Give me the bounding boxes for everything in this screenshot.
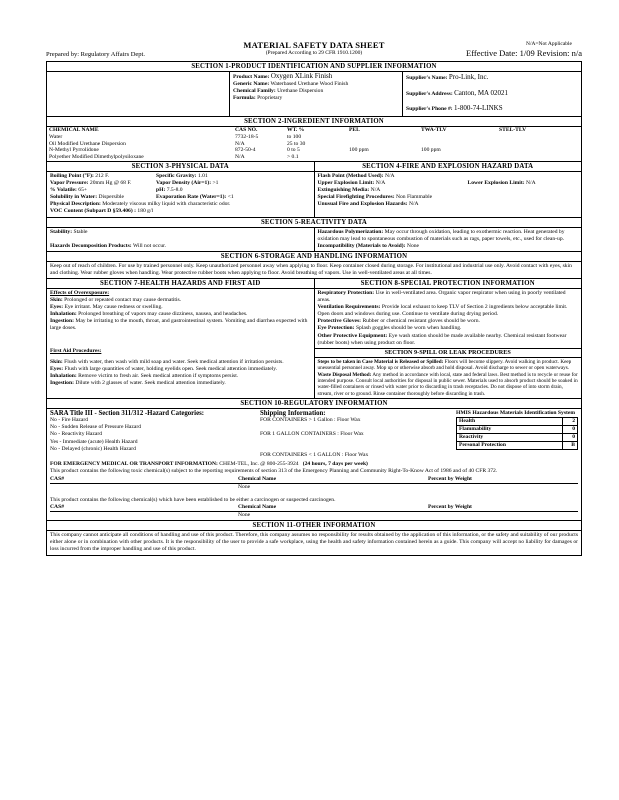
- section-5-title: SECTION 5-REACTIVITY DATA: [47, 218, 581, 228]
- vapor-density: >1: [212, 180, 219, 187]
- section-10-title: SECTION 10-REGULATORY INFORMATION: [47, 399, 581, 409]
- vapor-pressure: 20mm Hg @ 68 F.: [89, 180, 132, 187]
- table-row: N-Methyl Pyrrolidone 872-50-4 0 to 5 100 ppm 100 ppm: [49, 147, 441, 154]
- decomposition-products: Will not occur.: [132, 242, 167, 249]
- supplier-info: Supplier's Name: Pro-Link, Inc. Supplier's Address: Canton, MA 02021 Supplier's Phone #: 1-800-74-LINKS: [402, 72, 581, 116]
- table-row: Personal Protection B: [457, 442, 578, 450]
- first-aid-title: First Aid Procedures:: [50, 347, 102, 354]
- section-7-title: SECTION 7-HEALTH HAZARDS AND FIRST AID: [47, 279, 314, 289]
- ph-value: 7.5-8.0: [166, 187, 183, 194]
- formula: Proprietary: [257, 95, 283, 102]
- ingredient-table: [47, 127, 581, 161]
- section-4-title: SECTION 4-FIRE AND EXPLOSION HAZARD DATA: [315, 162, 582, 172]
- carcinogen-statement: This product contains the following chemical(s) which have been established to be either a carcinogen or suspected carcinogen.: [50, 496, 336, 503]
- overexposure-title: Effects of Overexposure:: [50, 290, 110, 297]
- percent-volatile: 65+: [78, 187, 88, 194]
- section-5: SECTION 5-REACTIVITY DATA Stability: Stable Hazards Decomposition Products: Will not occur. Hazardous Polymerization: May occur through oxidation, leading to exothermic reaction. Heat generated by oxidation may lead to spontaneous combustion of materials such as rags, paper towels, etc., used for clean-up. Incompatibility (Materials to Avoid): None: [46, 217, 582, 252]
- section-2: [46, 116, 582, 162]
- product-name: Oxygen XLink Finish: [270, 72, 333, 80]
- section-10: SECTION 10-REGULATORY INFORMATION SARA Title III - Section 311/312 -Hazard Categories: No - Fire Hazard No - Sudden Release of Pressure Hazard No - Reactivity Hazard Yes - Immediate (acute) Health Hazard No - Delayed (chronic) Health Hazard Shipping Information: FOR CONTAINERS > 1 Gallon : Floor Wax FOR 1 GALLON CONTAINERS : Floor Wax FOR CONTAINERS < 1 GALLON : Floor Wax HMIS Hazardous Materials Identification System Health 2 Flammability 0 Reactivity 0 Personal Protection B FOR EMERGENCY MEDICAL OR TRANSPORT INFORMATION: CHEM-TEL, Inc. @ 800-255-3924 (24 hours, 7 days per week) This product contains the following toxic chemical(s) subject to the reporting requirements of section 313 of the Emergency Planning and Community Right-To-Know Act of 1986 and of 40 CFR 372. CAS# Chemical Name Percent by Weight None This product contains the following chemical(s) which have been established to be either a carcinogen or suspected carcinogen. CAS# Chemical Name Percent by Weight None: [46, 398, 582, 521]
- effective-date: Effective Date: 1/09 Revision: n/a: [466, 48, 582, 58]
- section-1: [46, 61, 582, 117]
- hmis-table: [456, 417, 578, 450]
- physical-description: Moderately viscous milky liquid with characteristic odor.: [102, 201, 231, 208]
- boiling-point: 212 F.: [95, 172, 110, 179]
- reporting-statement: This product contains the following toxic chemical(s) subject to the reporting requirements of section 313 of the Emergency Planning and Community Right-To-Know Act of 1986 and of 40 CFR 372.: [50, 467, 498, 474]
- emergency-label: FOR EMERGENCY MEDICAL OR TRANSPORT INFORMATION:: [50, 460, 218, 467]
- section-1-title: SECTION 1-PRODUCT IDENTIFICATION AND SUPPLIER INFORMATION: [47, 62, 581, 72]
- chemical-family: Urethane Dispersion: [277, 88, 324, 95]
- emergency-hours: (24 hours, 7 days per week): [302, 460, 368, 467]
- supplier-phone: 1-800-74-LINKS: [454, 104, 503, 113]
- section-3-4: [46, 161, 582, 218]
- table-row: Water 7732-18-5 to 100: [49, 133, 302, 140]
- shipping-title: Shipping Information:: [260, 410, 326, 418]
- document-header: [46, 40, 582, 62]
- msds-page: [46, 40, 582, 556]
- table-row: Flammability 0: [457, 426, 578, 434]
- other-information-text: This company cannot anticipate all conditions of handling and use of this product. Therefore, this company assumes no responsibility for results obtained by the application of this information, or the safety and suitability of our products either alone or in combination with other products. It is the responsibility of the user to provide a safe workplace, using the health and safety information contained herein as a guide. This company will accept no liability for damages or loss incurred from the improper handling and use of this product.: [50, 532, 578, 553]
- ingredient-header-row: CHEMICAL NAME CAS NO. WT. % PEL TWA-TLV STEL-TLV: [49, 127, 527, 133]
- table-row: Health 2: [457, 418, 578, 426]
- incompatibility: None: [406, 242, 420, 249]
- section-8-9: SECTION 8-SPECIAL PROTECTION INFORMATION Respiratory Protection: Use in well-ventilated area. Organic vapor respirator when using in poorly ventilated areas. Ventilation Requirements: Provide local exhaust to keep TLV of Section 2 ingredients below acceptable limit. Open doors and windows during use. Continue to ventilate during drying period. Protective Gloves: Rubber or chemical resistant gloves should be worn. Eye Protection: Splash goggles should be worn when handling. Other Protective Equipment: Eye wash station should be made available nearby. Chemical resistant footwear (rubber boots) when using product on floor. SECTION 9-SPILL OR LEAK PROCEDURES Steps to be taken in Case Material is Released or Spilled: Floors will become slippery. Avoid walking in product. Keep unessential personnel away. Mop up or otherwise absorb and hold disposal. Avoid discharge to sewer or open waterways. Waste Disposal Method: Any method in accordance with local, state and federal laws. Best method is to recycle or reuse for intended purpose. Consult local authorities for disposal in public sewer. Materials used to absorb product should be soaked in water-filled containers or rinsed with water prior to discarding in trash receptacles. Do not dispose of into storm drain, stream, river or to ground. Rinse container thoroughly before discarding in trash.: [314, 279, 582, 398]
- section-11-title: SECTION 11-OTHER INFORMATION: [47, 521, 581, 531]
- sara-title: SARA Title III - Section 311/312 -Hazard Categories:: [50, 410, 204, 418]
- section-6: [46, 251, 582, 279]
- emergency-contact: CHEM-TEL, Inc. @ 800-255-3924: [219, 460, 299, 467]
- storage-handling-text: Keep out of reach of children. For use by trained personnel only. Keep unauthorized personnel away when applying to floor. Keep container closed during storage. For institutional and industrial use only. Avoid contact with eyes, skin and clothing. Wear rubber gloves when handling. Wear protective rubber boots when applying to floor. Avoid breathing of vapors. Use in well-ventilated areas at all times.: [50, 262, 572, 276]
- specific-gravity: 1.01: [197, 172, 208, 179]
- prepared-by: Prepared by: Regulatory Affairs Dept.: [46, 51, 145, 58]
- supplier-name: Pro-Link, Inc.: [448, 73, 489, 81]
- upper-explosion-limit: N/A: [375, 180, 386, 187]
- extinguishing-media: N/A: [370, 187, 381, 194]
- section-4: SECTION 4-FIRE AND EXPLOSION HAZARD DATA Flash Point (Method Used): N/A Upper Explosion Limit: N/A Lower Explosion Limit: N/A Extinguishing Media: N/A Special Firefighting Procedures: Non Flammable Unusual Fire and Explosion Hazards: N/A: [314, 162, 582, 217]
- unusual-fire-hazards: N/A: [408, 201, 419, 208]
- hazardous-polymerization: May occur through oxidation, leading to exothermic reaction. Heat generated by oxidation may lead to spontaneous combustion of materials such as rags, paper towels, etc., used for clean-up.: [317, 228, 565, 242]
- solubility: Dispersible: [98, 194, 125, 201]
- na-note: N/A=Not Applicable: [525, 41, 572, 47]
- generic-name: Waterbased Urethane Wood Finish: [270, 81, 349, 88]
- table-row: Reactivity 0: [457, 434, 578, 442]
- section-3-title: SECTION 3-PHYSICAL DATA: [47, 162, 314, 172]
- table-row: Polyether Modified Dimethylpolysiloxane N/A > 0.1: [49, 154, 299, 161]
- section-8-title: SECTION 8-SPECIAL PROTECTION INFORMATION: [315, 279, 582, 289]
- document-subtitle: (Prepared According to 29 CFR 1910.1200): [265, 50, 363, 56]
- section-9-title: SECTION 9-SPILL OR LEAK PROCEDURES: [315, 348, 582, 358]
- section-11: [46, 520, 582, 555]
- special-firefighting: Non Flammable: [395, 194, 433, 201]
- product-info: Product Name: Oxygen XLink Finish Generic Name: Waterbased Urethane Wood Finish Chemical Family: Urethane Dispersion Formula: Proprietary: [229, 72, 402, 116]
- section-7-8-9: [46, 278, 582, 399]
- section-3: SECTION 3-PHYSICAL DATA Boiling Point (°F): 212 F. Specific Gravity: 1.01 Vapor Pressure: 20mm Hg @ 68 F. Vapor Density (Air=1): >1 % Volatile: 65+ pH: 7.5-8.0 Solubility in Water: Dispersible Evaporation Rate (Water=1): <1 Physical Description: Moderately viscous milky liquid with characteristic odor. VOC Content (Subpart D §59.406) : 180 g/l: [47, 162, 314, 217]
- lower-explosion-limit: N/A: [526, 180, 536, 187]
- section-2-title: SECTION 2-INGREDIENT INFORMATION: [47, 117, 581, 127]
- document-title: MATERIAL SAFETY DATA SHEET: [243, 40, 385, 50]
- section-7: SECTION 7-HEALTH HAZARDS AND FIRST AID Effects of Overexposure: Skin: Prolonged or repeated contact may cause dermatitis. Eyes: Eye irritant. May cause redness or swelling. Inhalation: Prolonged breathing of vapors may cause dizziness, nausea, and headaches. Ingestion: May be irritating to the mouth, throat, and gastrointestinal system. Vomiting and diarrhea expected with large doses. First Aid Procedures: Skin: Flush with water, then wash with mild soap and water. Seek medical attention if irritation persists. Eyes: Flush with large quantities of water, holding eyelids open. Seek medical attention immediately. Inhalation: Remove victim to fresh air. Seek medical attention if symptoms persist. Ingestion: Dilute with 2 glasses of water. Seek medical attention immediately.: [47, 279, 314, 398]
- evaporation-rate: <1: [227, 194, 234, 201]
- voc-content: 180 g/l: [137, 208, 154, 215]
- flash-point: N/A: [384, 172, 395, 179]
- hmis-title: HMIS Hazardous Materials Identification System: [456, 410, 576, 417]
- section-6-title: SECTION 6-STORAGE AND HANDLING INFORMATION: [47, 252, 581, 262]
- table-row: Oil Modified Urethane Dispersion N/A 25 to 30: [49, 140, 306, 147]
- stability: Stable: [73, 228, 88, 235]
- supplier-address: Canton, MA 02021: [454, 89, 508, 98]
